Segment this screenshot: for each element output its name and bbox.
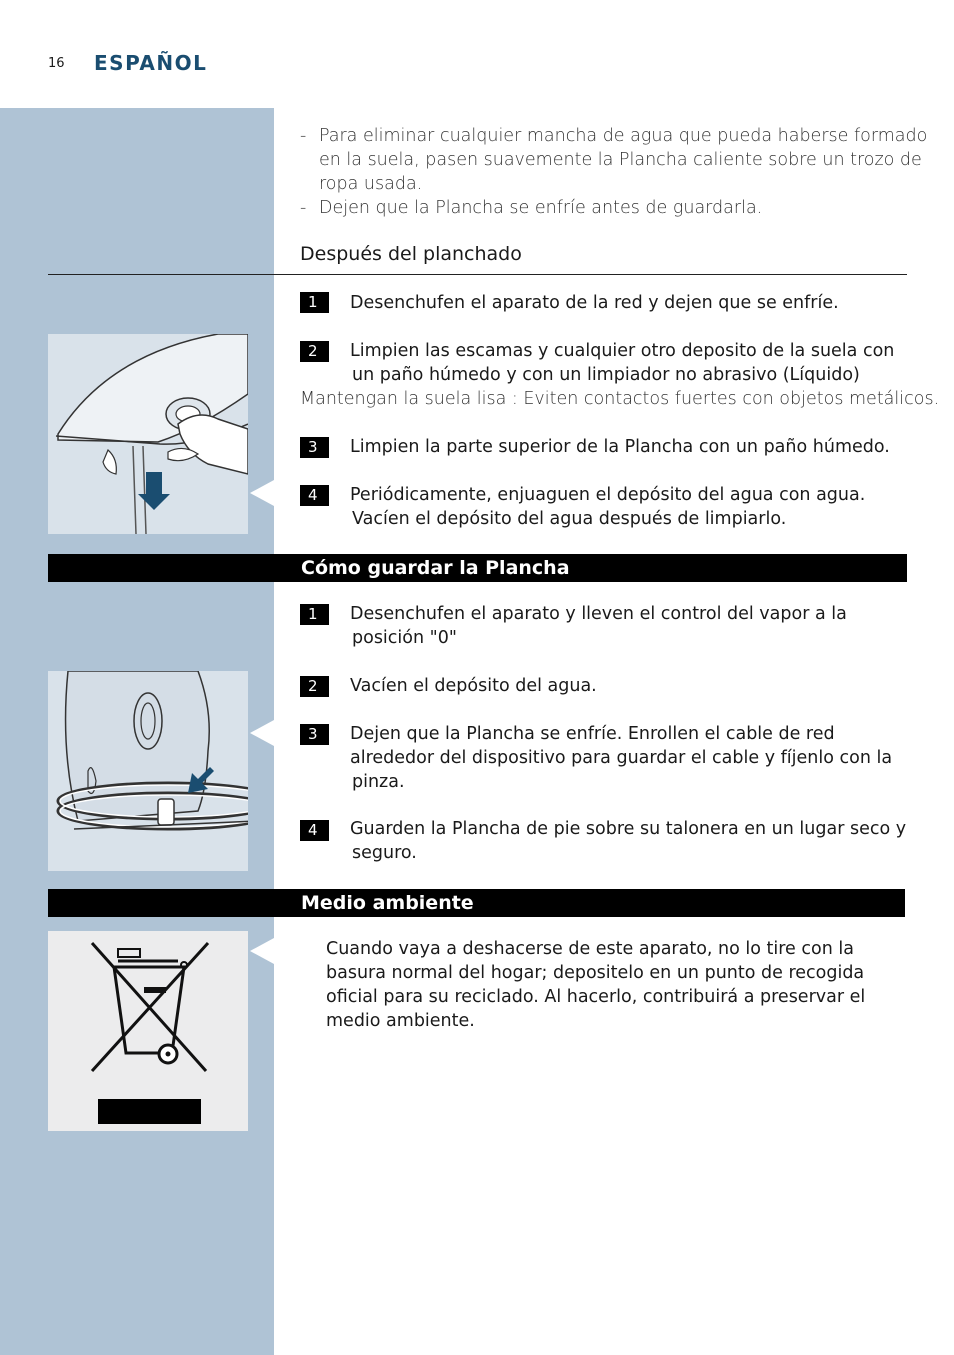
page-number: 16 xyxy=(48,56,65,71)
step-text: Guarden la Plancha de pie sobre su talonera en un lugar seco y xyxy=(350,819,907,839)
bullet-dash: - xyxy=(300,126,307,146)
step-text: alrededor del dispositivo para guardar el cable y fíjenlo con la xyxy=(350,748,893,768)
section-divider xyxy=(48,274,907,275)
environment-text: basura normal del hogar; depositelo en un punto de recogida xyxy=(326,963,865,983)
step-text: Vacíen el depósito del agua. xyxy=(350,676,597,696)
step-number: 1 xyxy=(300,292,329,313)
iron-soleplate-cleaning-icon xyxy=(48,334,248,534)
environment-text: Cuando vaya a deshacerse de este aparato, no lo tire con la xyxy=(326,939,854,959)
environment-text: medio ambiente. xyxy=(326,1011,475,1031)
soleplate-cleaning-figure xyxy=(48,334,248,534)
step-number: 2 xyxy=(300,341,329,362)
bullet-line: Dejen que la Plancha se enfríe antes de guardarla. xyxy=(319,198,763,218)
step-text: pinza. xyxy=(352,772,405,792)
weee-figure xyxy=(48,931,248,1131)
bullet-line: en la suela, pasen suavemente la Plancha caliente sobre un trozo de xyxy=(319,150,922,170)
language-heading: ESPAÑOL xyxy=(94,51,208,75)
section-bar-environment xyxy=(48,889,905,917)
iron-cord-storage-icon xyxy=(48,671,248,871)
step-number: 1 xyxy=(300,604,329,625)
step-text: posición "0" xyxy=(352,628,457,648)
figure-pointer xyxy=(250,720,274,746)
step-text: Limpien las escamas y cualquier otro deposito de la suela con xyxy=(350,341,895,361)
step-text: Vacíen el depósito del agua después de limpiarlo. xyxy=(352,509,787,529)
bullet-line: Para eliminar cualquier mancha de agua que pueda haberse formado xyxy=(319,126,928,146)
section-heading-after-ironing: Después del planchado xyxy=(300,243,522,265)
step-text: Limpien la parte superior de la Plancha con un paño húmedo. xyxy=(350,437,890,457)
bullet-line: ropa usada. xyxy=(319,174,423,194)
section-heading-storage: Cómo guardar la Plancha xyxy=(301,557,570,579)
step-text: Periódicamente, enjuaguen el depósito del agua con agua. xyxy=(350,485,866,505)
step-text: seguro. xyxy=(352,843,417,863)
step-number: 2 xyxy=(300,676,329,697)
step-text: un paño húmedo y con un limpiador no abrasivo (Líquido) xyxy=(352,365,860,385)
figure-pointer xyxy=(250,480,274,506)
step-number: 4 xyxy=(300,485,329,506)
step-number: 3 xyxy=(300,724,329,745)
step-number: 3 xyxy=(300,437,329,458)
bullet-dash: - xyxy=(300,198,307,218)
crossed-out-wheelie-bin-icon xyxy=(48,931,248,1131)
cleaning-note: Mantengan la suela lisa : Eviten contactos fuertes con objetos metálicos. xyxy=(300,389,940,409)
cord-storage-figure xyxy=(48,671,248,871)
step-text: Desenchufen el aparato y lleven el control del vapor a la xyxy=(350,604,847,624)
step-number: 4 xyxy=(300,820,329,841)
section-bar-storage xyxy=(48,554,907,582)
step-text: Desenchufen el aparato de la red y dejen que se enfríe. xyxy=(350,293,839,313)
figure-pointer xyxy=(250,938,274,964)
step-text: Dejen que la Plancha se enfríe. Enrollen el cable de red xyxy=(350,724,835,744)
environment-text: oficial para su reciclado. Al hacerlo, contribuirá a preservar el xyxy=(326,987,866,1007)
section-heading-environment: Medio ambiente xyxy=(301,892,474,914)
